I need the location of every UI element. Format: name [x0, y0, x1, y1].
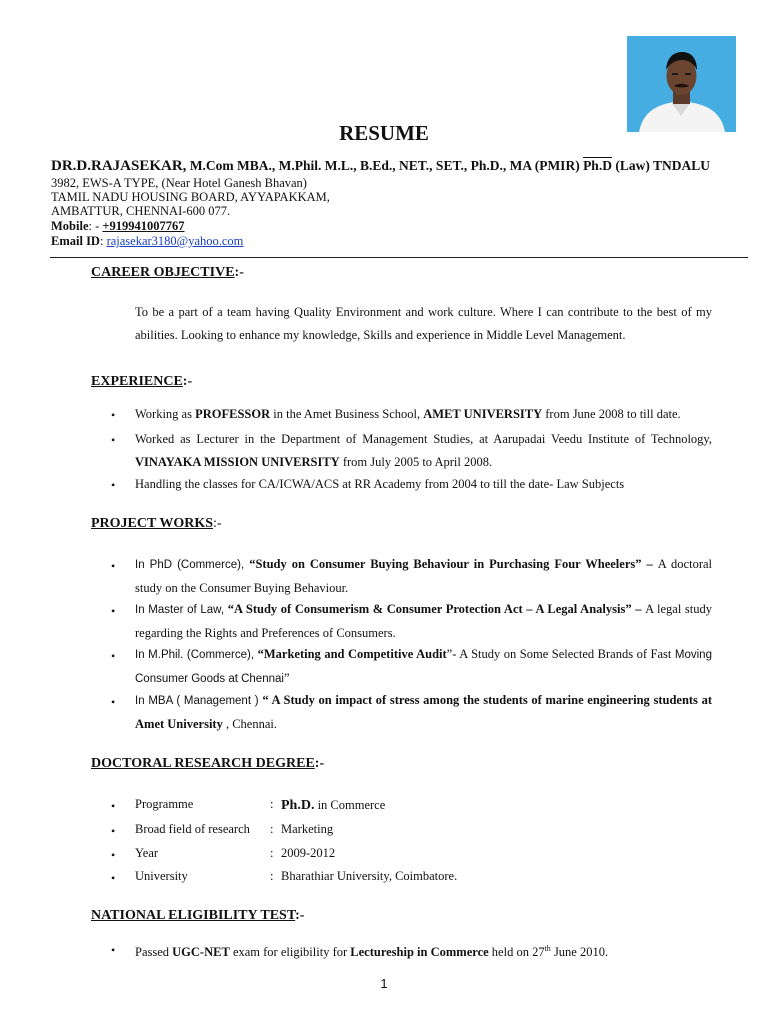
doctoral-heading-suffix: :-: [314, 756, 325, 771]
bullet-icon: •: [111, 478, 116, 492]
qualification-tail: (Law) TNDALU: [611, 158, 710, 173]
proj1-text-a: In PhD (Commerce),: [135, 559, 250, 571]
bullet-icon: •: [111, 695, 116, 709]
project-item-2: [135, 598, 712, 644]
career-objective-heading: [91, 264, 244, 282]
net1-text-f: June 2010.: [550, 945, 609, 960]
bullet-icon: •: [111, 604, 116, 618]
net1-text-c: exam for eligibility for: [229, 945, 351, 960]
proj4-title: “ A Study on impact of stress among the students of marine engineering students at Amet University: [135, 693, 712, 731]
email-link[interactable]: rajasekar3180@yahoo.com: [106, 234, 244, 248]
bullet-icon: •: [111, 848, 116, 862]
doctoral-key: Year: [135, 846, 159, 860]
bullet-icon: •: [111, 559, 116, 573]
doctoral-heading: [91, 755, 324, 773]
project-works-heading: [91, 515, 222, 533]
doctoral-value: in Commerce: [314, 798, 386, 812]
qualification-phd-law: Ph.D: [583, 158, 612, 173]
email-sep: :: [99, 234, 107, 248]
doctoral-sep: :: [270, 846, 274, 860]
experience-item-3: Handling the classes for CA/ICWA/ACS at RR Academy from 2004 to till the date- Law Subjects: [135, 477, 625, 491]
address-line-1: 3982, EWS-A TYPE, (Near Hotel Ganesh Bhavan): [51, 176, 307, 190]
career-objective-text: To be a part of a team having Quality Environment and work culture. Where I can contribute to the best of my abilities. Looking to enhance my knowledge, Skills and experience in Middle Level Management.: [135, 305, 712, 342]
proj1-desc: A doctoral study on the Consumer Buying Behaviour.: [135, 557, 713, 595]
net-item-1: [135, 938, 712, 964]
project-item-1: [135, 553, 712, 599]
doctoral-value: Bharathiar University, Coimbatore.: [281, 869, 458, 883]
net1-exam: UGC-NET: [172, 945, 230, 960]
bullet-icon: •: [111, 649, 116, 663]
exp1-text-a: Working as: [135, 407, 196, 421]
project-item-3: [135, 643, 712, 690]
experience-item-1: [135, 403, 712, 426]
bullet-icon: •: [111, 433, 116, 447]
proj3-desc-sans: Moving Consumer Goods at Chennai: [135, 649, 712, 685]
doctoral-sep: :: [270, 869, 274, 883]
mobile-sep: : -: [88, 219, 103, 233]
proj2-title: “A Study of Consumerism & Consumer Protection Act – A Legal Analysis: [227, 602, 626, 616]
project-works-heading-text: PROJECT WORKS: [91, 516, 214, 531]
exp1-university: AMET UNIVERSITY: [423, 407, 543, 421]
net1-text-e: held on 27: [488, 945, 545, 960]
net1-subject: Lectureship in Commerce: [350, 945, 489, 960]
exp2-text-a: Worked as Lecturer in the Department of Management Studies, at Aarupadai Veedu Institute of Technology,: [135, 432, 712, 446]
exp1-text-e: from June 2008 to till date.: [542, 407, 681, 421]
experience-heading-text: EXPERIENCE: [91, 374, 183, 389]
exp2-university: VINAYAKA MISSION UNIVERSITY: [135, 454, 340, 469]
project-item-4: [135, 689, 712, 735]
proj1-dash: ” –: [635, 557, 658, 571]
mobile-value: +919941007767: [102, 219, 185, 233]
doctoral-sep: :: [270, 797, 274, 811]
name-qualifications: [51, 157, 710, 176]
bullet-icon: •: [111, 408, 116, 422]
exp1-role: PROFESSOR: [195, 407, 271, 421]
bullet-icon: •: [111, 943, 116, 957]
bullet-icon: •: [111, 824, 116, 838]
bullet-icon: •: [111, 871, 116, 885]
address-line-2: TAMIL NADU HOUSING BOARD, AYYAPAKKAM,: [51, 190, 330, 204]
mobile-label: Mobile: [51, 219, 89, 233]
resume-title: RESUME: [339, 121, 429, 145]
net1-ordinal: th: [544, 944, 551, 953]
mobile-line: [51, 219, 185, 235]
profile-photo: [627, 36, 736, 132]
net1-text-a: Passed: [135, 945, 173, 960]
doctoral-key: Programme: [135, 797, 194, 811]
net-heading-text: NATIONAL ELIGIBILITY TEST: [91, 908, 296, 923]
net-heading-suffix: :-: [295, 908, 305, 923]
proj3-dash: ”-: [446, 647, 460, 661]
doctoral-value: 2009-2012: [281, 846, 336, 860]
doctoral-value: Marketing: [281, 822, 334, 836]
proj3-text-a: In M.Phil. (Commerce),: [135, 649, 258, 661]
bullet-icon: •: [111, 799, 116, 813]
experience-heading-suffix: :-: [182, 374, 193, 389]
exp1-text-c: in the Amet Business School,: [270, 407, 424, 421]
qualifications: M.Com MBA., M.Phil. M.L., B.Ed., NET., SET., Ph.D., MA (PMIR): [186, 158, 584, 173]
proj3-desc: A Study on Some Selected Brands of Fast: [459, 647, 675, 661]
doctoral-key: Broad field of research: [135, 822, 250, 836]
header-divider: [50, 257, 748, 258]
proj3-title: “Marketing and Competitive Audit: [257, 647, 447, 661]
proj1-title: “Study on Consumer Buying Behaviour in Purchasing Four Wheelers: [249, 557, 636, 571]
doctoral-sep: :: [270, 822, 274, 836]
doctoral-value-bold: Ph.D.: [281, 798, 315, 813]
person-photo-icon: [627, 36, 736, 132]
email-label: Email ID: [51, 234, 100, 248]
exp2-text-c: from July 2005 to April 2008.: [339, 454, 493, 469]
proj4-text-a: In MBA ( Management ): [135, 695, 263, 707]
proj2-dash: ” –: [625, 602, 646, 616]
proj2-desc: A legal study regarding the Rights and Preferences of Consumers.: [135, 602, 713, 640]
career-objective-heading-text: CAREER OBJECTIVE: [91, 265, 235, 280]
experience-heading: [91, 373, 192, 391]
net-heading: [91, 907, 304, 925]
proj4-text-c: , Chennai.: [222, 716, 277, 731]
project-works-heading-suffix: :-: [213, 516, 222, 531]
experience-item-2: [135, 428, 712, 473]
proj2-text-a: In Master of Law,: [135, 604, 228, 616]
career-objective-heading-suffix: :-: [234, 265, 244, 280]
proj3-close-quote: ”: [283, 670, 290, 685]
page-number: 1: [380, 976, 388, 991]
address-line-3: AMBATTUR, CHENNAI-600 077.: [51, 204, 231, 218]
email-line: [51, 234, 243, 250]
candidate-name: DR.D.RAJASEKAR,: [51, 158, 187, 174]
doctoral-heading-text: DOCTORAL RESEARCH DEGREE: [91, 756, 315, 771]
doctoral-key: University: [135, 869, 188, 883]
